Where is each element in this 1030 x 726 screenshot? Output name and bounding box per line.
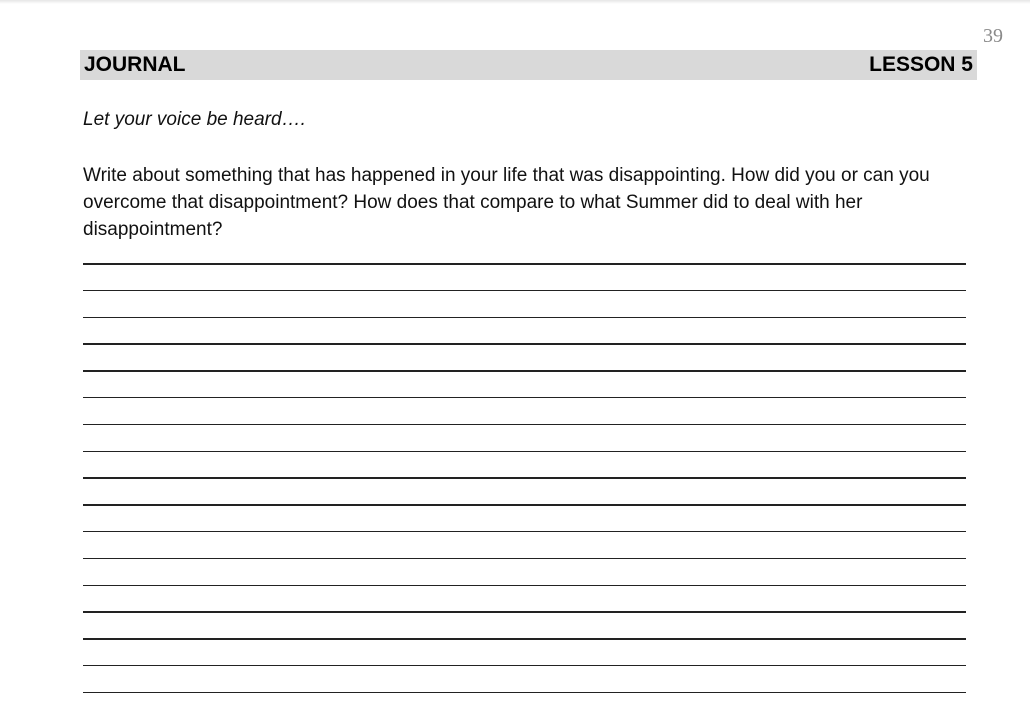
- journal-title: JOURNAL: [84, 53, 186, 76]
- writing-line: [83, 531, 966, 533]
- writing-lines: [83, 263, 966, 719]
- writing-line: [83, 290, 966, 292]
- writing-line: [83, 424, 966, 426]
- writing-line: [83, 692, 966, 694]
- writing-line: [83, 451, 966, 453]
- writing-line: [83, 585, 966, 587]
- writing-line: [83, 665, 966, 667]
- lesson-title: LESSON 5: [869, 53, 973, 76]
- writing-line: [83, 263, 966, 265]
- writing-line: [83, 397, 966, 399]
- writing-line: [83, 558, 966, 560]
- writing-line: [83, 638, 966, 640]
- journal-prompt: Write about something that has happened in your life that was disappointing. How did you or can you overcome that disappointment? How does that compare to what Summer did to deal with her disappointment?: [83, 165, 930, 240]
- writing-line: [83, 477, 966, 479]
- section-header-bar: [80, 50, 977, 80]
- page-top-edge: [0, 0, 1030, 4]
- writing-line: [83, 504, 966, 506]
- intro-text: Let your voice be heard….: [83, 109, 306, 130]
- writing-line: [83, 611, 966, 613]
- writing-line: [83, 317, 966, 319]
- writing-line: [83, 370, 966, 372]
- page-number: 39: [983, 25, 1003, 47]
- writing-line: [83, 343, 966, 345]
